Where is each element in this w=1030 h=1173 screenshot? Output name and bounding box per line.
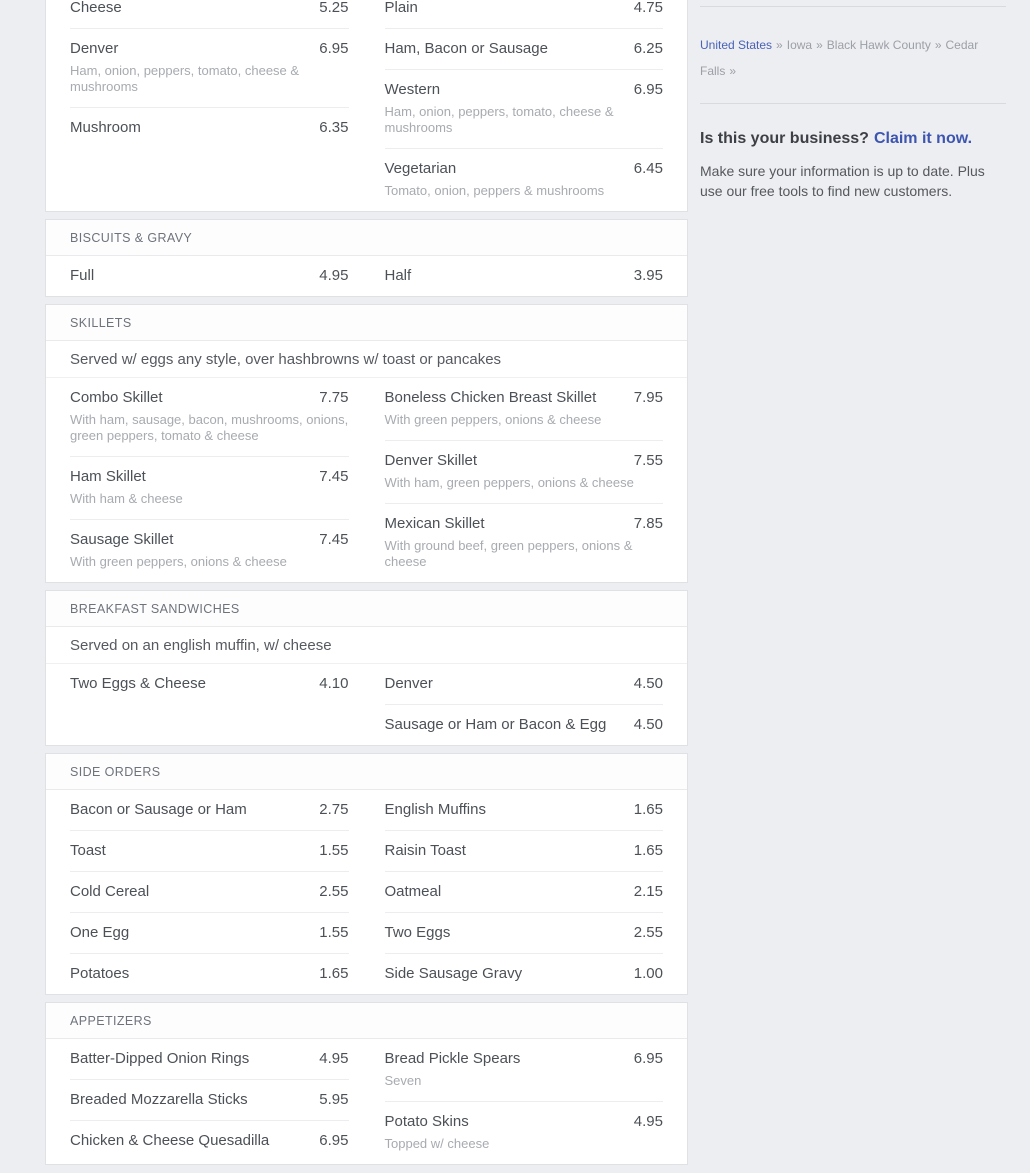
menu-item-price: 2.55 [319, 883, 349, 900]
menu-item-name: Mexican Skillet [384, 515, 485, 532]
menu-item-head [385, 675, 664, 692]
section-columns [46, 1039, 687, 1164]
menu-item-price: 6.95 [319, 1132, 349, 1149]
menu-item-head [385, 389, 664, 406]
menu-item-price: 7.85 [633, 515, 663, 532]
menu-item-price: 1.55 [319, 842, 349, 859]
menu-item [385, 790, 664, 830]
menu-item-head [70, 40, 349, 57]
menu-item-price: 2.75 [319, 801, 349, 818]
menu-item-name: Half [384, 267, 412, 284]
menu-item [385, 664, 664, 704]
menu-item-name: Denver [70, 40, 119, 57]
menu-item [70, 378, 349, 456]
section-columns [46, 256, 687, 296]
menu-item-name: Boneless Chicken Breast Skillet [384, 389, 597, 406]
sidebar-top-divider [700, 6, 1006, 7]
menu-item [385, 953, 664, 994]
menu-item-price: 1.65 [633, 801, 663, 818]
menu-section-skillets [46, 305, 687, 582]
menu-item [385, 830, 664, 871]
menu-list-column [385, 1039, 664, 1164]
claim-row [700, 130, 1006, 148]
menu-item-description: With green peppers, onions & cheese [70, 554, 287, 569]
section-header: APPETIZERS [46, 1003, 687, 1039]
menu-item-name: Ham, Bacon or Sausage [384, 40, 548, 57]
menu-item-description: Seven [384, 1073, 422, 1088]
menu-item-price: 7.95 [633, 389, 663, 406]
menu-item-name: Sausage Skillet [70, 531, 174, 548]
menu-item-description: Tomato, onion, peppers & mushrooms [384, 183, 605, 198]
menu-item [385, 0, 664, 28]
menu-item-name: Combo Skillet [70, 389, 163, 406]
menu-item-head [385, 81, 664, 98]
menu-item-price: 2.55 [633, 924, 663, 941]
menu-item-name: Chicken & Cheese Quesadilla [70, 1132, 270, 1149]
menu-item-name: Potato Skins [384, 1113, 469, 1130]
menu-item [70, 256, 349, 296]
menu-list-column [385, 256, 664, 296]
menu-item-head [385, 267, 664, 284]
menu-item-head [385, 965, 664, 982]
menu-item [385, 28, 664, 69]
menu-item-head [70, 1050, 349, 1067]
menu-item-price: 1.65 [319, 965, 349, 982]
menu-item-head [385, 842, 664, 859]
menu-item-price: 4.95 [319, 1050, 349, 1067]
menu-item-head [70, 801, 349, 818]
menu-item-name: Cold Cereal [70, 883, 150, 900]
sidebar [700, 0, 1006, 201]
menu-item-head [70, 1091, 349, 1108]
menu-item-price: 1.55 [319, 924, 349, 941]
menu-item-price: 6.95 [633, 81, 663, 98]
menu-item-head [70, 883, 349, 900]
menu-item [385, 704, 664, 745]
menu-item-name: Sausage or Ham or Bacon & Egg [384, 716, 607, 733]
menu-item [70, 456, 349, 519]
menu-item-head [385, 924, 664, 941]
menu-item-name: Cheese [70, 0, 122, 16]
menu-list-column [385, 0, 664, 211]
menu-item-price: 5.25 [319, 0, 349, 16]
menu-item-name: English Muffins [384, 801, 486, 818]
menu-item [385, 440, 664, 503]
menu-item-head [70, 267, 349, 284]
menu-item-name: Denver [384, 675, 433, 692]
menu-item-price: 7.45 [319, 531, 349, 548]
menu-item-name: Full [70, 267, 95, 284]
menu-item [70, 664, 349, 704]
menu-list-column [70, 256, 349, 296]
menu-item-name: One Egg [70, 924, 130, 941]
menu-item [385, 148, 664, 211]
menu-item-price: 4.75 [633, 0, 663, 16]
menu-item [70, 0, 349, 28]
section-columns [46, 664, 687, 745]
menu-item-head [70, 675, 349, 692]
section-note: Served w/ eggs any style, over hashbrowns w/ toast or pancakes [46, 341, 687, 378]
menu-item [385, 256, 664, 296]
claim-question: Is this your business? [700, 130, 869, 147]
menu-item-head [70, 965, 349, 982]
menu-item [70, 871, 349, 912]
menu-item-name: Raisin Toast [384, 842, 466, 859]
menu-item-price: 6.95 [633, 1050, 663, 1067]
menu-item-description: Topped w/ cheese [384, 1136, 490, 1151]
menu-list-column [70, 664, 349, 745]
menu-item-price: 4.95 [319, 267, 349, 284]
menu-item-name: Potatoes [70, 965, 130, 982]
menu-item-name: Two Eggs [384, 924, 451, 941]
breadcrumb-link[interactable]: United States [700, 38, 773, 52]
menu-item-description: With ham, sausage, bacon, mushrooms, onions, green peppers, tomato & cheese [70, 412, 349, 443]
menu-item [70, 830, 349, 871]
menu-item [385, 1101, 664, 1164]
menu-item [385, 912, 664, 953]
section-columns [46, 378, 687, 582]
breadcrumb-separator: » [934, 38, 942, 52]
menu-item-description: With ham, green peppers, onions & cheese [384, 475, 634, 490]
claim-blurb: Make sure your information is up to date. Plus use our free tools to find new customers. [700, 163, 985, 199]
menu-item-head [70, 842, 349, 859]
claim-link[interactable]: Claim it now. [873, 130, 973, 147]
section-header: BREAKFAST SANDWICHES [46, 591, 687, 627]
breadcrumb-trailing-separator: » [729, 64, 737, 78]
breadcrumb-separator: » [776, 38, 783, 52]
menu-item-price: 7.75 [319, 389, 349, 406]
menu-section-appetizers [46, 1003, 687, 1164]
menu-item-head [70, 0, 349, 16]
menu-list-column [70, 0, 349, 211]
menu-item-price: 4.10 [319, 675, 349, 692]
menu-item-price: 6.45 [633, 160, 663, 177]
menu-item-name: Side Sausage Gravy [384, 965, 523, 982]
menu-section-biscuits-gravy [46, 220, 687, 296]
section-header: SKILLETS [46, 305, 687, 341]
menu-item [70, 790, 349, 830]
sidebar-divider [700, 103, 1006, 104]
menu-section-side-orders [46, 754, 687, 994]
menu-item-name: Ham Skillet [70, 468, 146, 485]
menu-list-column [385, 664, 664, 745]
menu-item-price: 2.15 [633, 883, 663, 900]
menu-item-head [70, 531, 349, 548]
menu-item-price: 4.50 [633, 716, 663, 733]
menu-item [70, 912, 349, 953]
menu-item-head [385, 515, 664, 532]
menu-item [385, 1039, 664, 1101]
menu-item-name: Batter-Dipped Onion Rings [70, 1050, 250, 1067]
menu-list-column [385, 378, 664, 582]
menu-item-price: 4.95 [633, 1113, 663, 1130]
menu-item-description: With ham & cheese [70, 491, 183, 506]
menu-item-price: 7.45 [319, 468, 349, 485]
menu-item-price: 7.55 [633, 452, 663, 469]
menu-item-description: With green peppers, onions & cheese [384, 412, 602, 427]
menu-item-name: Western [384, 81, 441, 98]
menu-item-name: Vegetarian [384, 160, 457, 177]
menu-item [385, 378, 664, 440]
menu-item-head [70, 468, 349, 485]
menu-item-head [385, 40, 664, 57]
menu-item-head [70, 119, 349, 136]
section-header: BISCUITS & GRAVY [46, 220, 687, 256]
menu-item-description: Ham, onion, peppers, tomato, cheese & mushrooms [70, 63, 300, 94]
menu-item [70, 519, 349, 582]
menu-list-column [70, 1039, 349, 1164]
menu-item-price: 3.95 [633, 267, 663, 284]
menu-item-name: Two Eggs & Cheese [70, 675, 206, 692]
menu-item-head [385, 1050, 664, 1067]
section-columns [46, 0, 687, 211]
menu-item-name: Bacon or Sausage or Ham [70, 801, 247, 818]
menu-item [385, 871, 664, 912]
menu-item-name: Mushroom [70, 119, 141, 136]
menu-list-column [70, 790, 349, 994]
menu-item-name: Breaded Mozzarella Sticks [70, 1091, 248, 1108]
breadcrumb-crumb: Cedar Falls [700, 38, 979, 78]
menu-item-price: 1.65 [633, 842, 663, 859]
menu-item-head [70, 1132, 349, 1149]
menu-item [70, 1079, 349, 1120]
menu-item-head [385, 716, 664, 733]
menu-item-head [385, 452, 664, 469]
menu-section-breakfast-sandwiches [46, 591, 687, 745]
menu-item-head [385, 0, 664, 16]
menu-item-name: Plain [384, 0, 418, 16]
menu-item [70, 107, 349, 148]
menu-section-omelettes-partial [46, 0, 687, 211]
menu-item-head [70, 924, 349, 941]
menu-list-column [70, 378, 349, 582]
menu-item [385, 69, 664, 148]
menu-column [46, 0, 687, 1173]
menu-item-name: Toast [70, 842, 106, 859]
menu-item-price: 4.50 [633, 675, 663, 692]
menu-item-price: 6.25 [633, 40, 663, 57]
breadcrumb-separator: » [816, 38, 823, 52]
menu-item-head [70, 389, 349, 406]
menu-item-name: Denver Skillet [384, 452, 478, 469]
menu-item-head [385, 883, 664, 900]
menu-item-head [385, 801, 664, 818]
breadcrumb-crumb: Iowa [786, 38, 813, 52]
menu-item-price: 6.35 [319, 119, 349, 136]
breadcrumb-crumb: Black Hawk County [826, 38, 931, 52]
section-note: Served on an english muffin, w/ cheese [46, 627, 687, 664]
menu-item [70, 953, 349, 994]
menu-item-head [385, 160, 664, 177]
menu-item [70, 1120, 349, 1161]
breadcrumb [700, 32, 1006, 84]
menu-item-description: Ham, onion, peppers, tomato, cheese & mushrooms [384, 104, 614, 135]
menu-item-name: Bread Pickle Spears [384, 1050, 521, 1067]
section-columns [46, 790, 687, 994]
menu-item-price: 5.95 [319, 1091, 349, 1108]
menu-list-column [385, 790, 664, 994]
menu-item [385, 503, 664, 582]
menu-item [70, 28, 349, 107]
menu-item-head [385, 1113, 664, 1130]
menu-item-description: With ground beef, green peppers, onions & cheese [384, 538, 633, 569]
section-header: SIDE ORDERS [46, 754, 687, 790]
menu-item-price: 1.00 [633, 965, 663, 982]
menu-item [70, 1039, 349, 1079]
menu-item-name: Oatmeal [384, 883, 442, 900]
menu-item-price: 6.95 [319, 40, 349, 57]
